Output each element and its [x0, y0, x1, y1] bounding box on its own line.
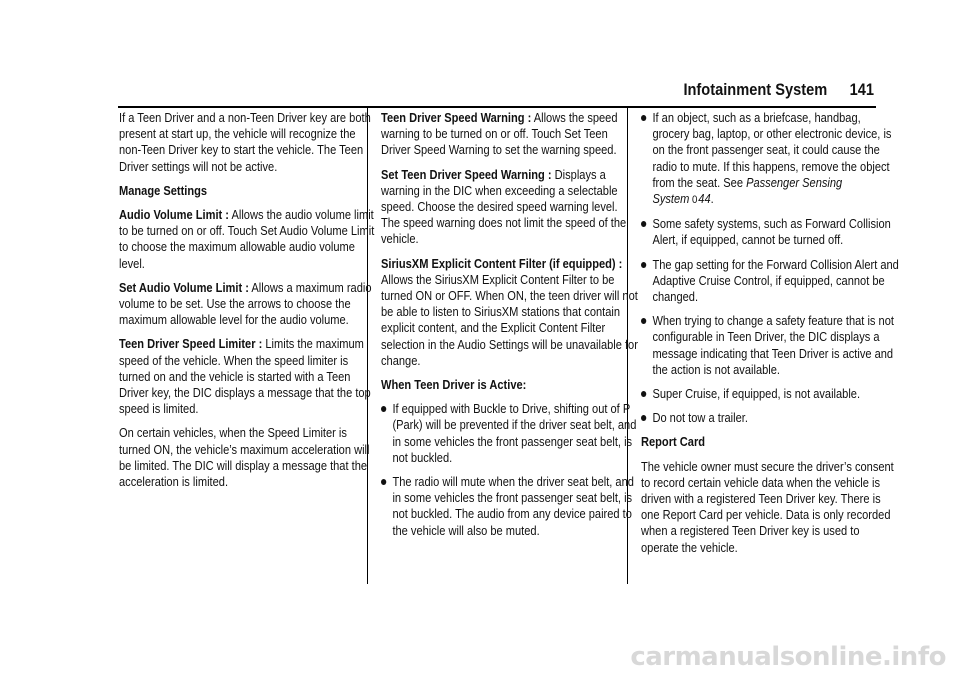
paragraph-siriusxm-filter	[381, 256, 639, 369]
bullet-icon	[641, 391, 646, 397]
column-2	[381, 110, 639, 547]
column-3	[641, 110, 899, 564]
term-set-audio-volume-limit: Set Audio Volume Limit :	[119, 280, 249, 295]
paragraph-report-card: The vehicle owner must secure the driver’s consent to record certain vehicle data when the vehicle is driven with a registered Teen Driver key. There is one Report Card per vehicle. Data is only recorded when a registered Teen Driver key is used to operate the vehicle.	[641, 459, 894, 555]
bullet-list-active	[381, 401, 639, 539]
paragraph-acceleration: On certain vehicles, when the Speed Limiter is turned ON, the vehicle’s maximum acceleration will be limited. The DIC will display a message that the acceleration is limited.	[119, 426, 370, 490]
bullet-icon	[641, 415, 646, 421]
definition-speed-warning: Allows the speed warning to be turned on or off. Touch Set Teen Driver Speed Warning to set the warning speed.	[381, 111, 618, 158]
bullet-icon	[641, 115, 646, 121]
definition-siriusxm-filter: Allows the SiriusXM Explicit Content Filter to be turned ON or OFF. When ON, the teen driver will not be able to listen to SiriusXM stations that contain explicit content, and the Explicit Content Filter selection in the Audio Settings will be unavailable for change.	[381, 272, 638, 368]
list-item: Super Cruise, if equipped, is not available.	[641, 386, 899, 402]
bullet-list-restrictions	[641, 110, 899, 426]
heading-report-card: Report Card	[641, 435, 706, 450]
paragraph-speed-warning	[381, 110, 639, 159]
paragraph-audio-volume-limit	[119, 207, 377, 272]
cross-reference-page[interactable]: 44	[698, 192, 711, 207]
paragraph-speed-limiter	[119, 336, 377, 417]
bullet-icon	[381, 479, 386, 485]
list-item: Some safety systems, such as Forward Collision Alert, if equipped, cannot be turned off.	[641, 216, 899, 248]
bullet-icon	[641, 262, 646, 268]
column-1	[119, 110, 377, 498]
page-reference-icon: 0	[692, 194, 698, 207]
bullet-icon	[381, 406, 386, 412]
heading-when-active: When Teen Driver is Active:	[381, 378, 527, 393]
term-siriusxm-filter: SiriusXM Explicit Content Filter (if equipped) :	[381, 256, 623, 271]
list-item: When trying to change a safety feature that is not configurable in Teen Driver, the DIC displays a message indicating that Teen Driver is active and the action is not available.	[641, 313, 899, 378]
page-number: 141	[849, 80, 874, 99]
definition-set-speed-warning: Displays a warning in the DIC when exceeding a selectable speed. Choose the desired speed warning level. The speed warning does not limit the speed of the vehicle.	[381, 167, 627, 247]
term-speed-limiter: Teen Driver Speed Limiter :	[119, 337, 263, 352]
section-title: Infotainment System	[683, 80, 828, 99]
list-item: The radio will mute when the driver seat belt, and in some vehicles the front passenger seat belt, is not buckled. The audio from any device paired to the vehicle will also be muted.	[381, 474, 639, 539]
bullet-icon	[641, 318, 646, 324]
paragraph-key-priority: If a Teen Driver and a non-Teen Driver key are both present at start up, the vehicle will recognize the non-Teen Driver key to start the vehicle. The Teen Driver settings will not be active.	[119, 111, 371, 174]
list-item: If equipped with Buckle to Drive, shifting out of P (Park) will be prevented if the driver seat belt, and in some vehicles the front passenger seat belt, is not buckled.	[381, 401, 639, 466]
paragraph-set-audio-volume-limit	[119, 280, 377, 329]
paragraph-set-speed-warning	[381, 167, 639, 248]
page-header	[466, 80, 874, 104]
term-speed-warning: Teen Driver Speed Warning :	[381, 111, 532, 125]
term-set-speed-warning: Set Teen Driver Speed Warning :	[381, 167, 552, 182]
header-rule	[118, 106, 876, 108]
list-item: Do not tow a trailer.	[641, 410, 899, 426]
watermark: carmanualsonline.info	[630, 642, 946, 672]
definition-set-audio-volume-limit: Allows a maximum radio volume to be set. Use the arrows to choose the maximum allowable level for the audio volume.	[119, 280, 372, 328]
list-item: The gap setting for the Forward Collision Alert and Adaptive Cruise Control, if equipped, cannot be changed.	[641, 257, 899, 306]
definition-audio-volume-limit: Allows the audio volume limit to be turned on or off. Touch Set Audio Volume Limit to choose the maximum allowable audio volume level.	[119, 208, 375, 271]
definition-speed-limiter: Limits the maximum speed of the vehicle. When the speed limiter is turned on and the vehicle is started with a Teen Driver key, the DIC displays a message that the top speed is limited.	[119, 337, 371, 417]
heading-manage-settings: Manage Settings	[119, 183, 208, 198]
bullet-icon	[641, 221, 646, 227]
list-item: If an object, such as a briefcase, handbag, grocery bag, laptop, or other electronic device, is on the front passenger seat, it could cause the radio to mute. If this happens, remove the object from the seat. See Passenger Sensing System 044.	[641, 110, 899, 208]
term-audio-volume-limit: Audio Volume Limit :	[119, 208, 229, 223]
cross-reference-link[interactable]: Passenger Sensing System	[652, 175, 843, 207]
